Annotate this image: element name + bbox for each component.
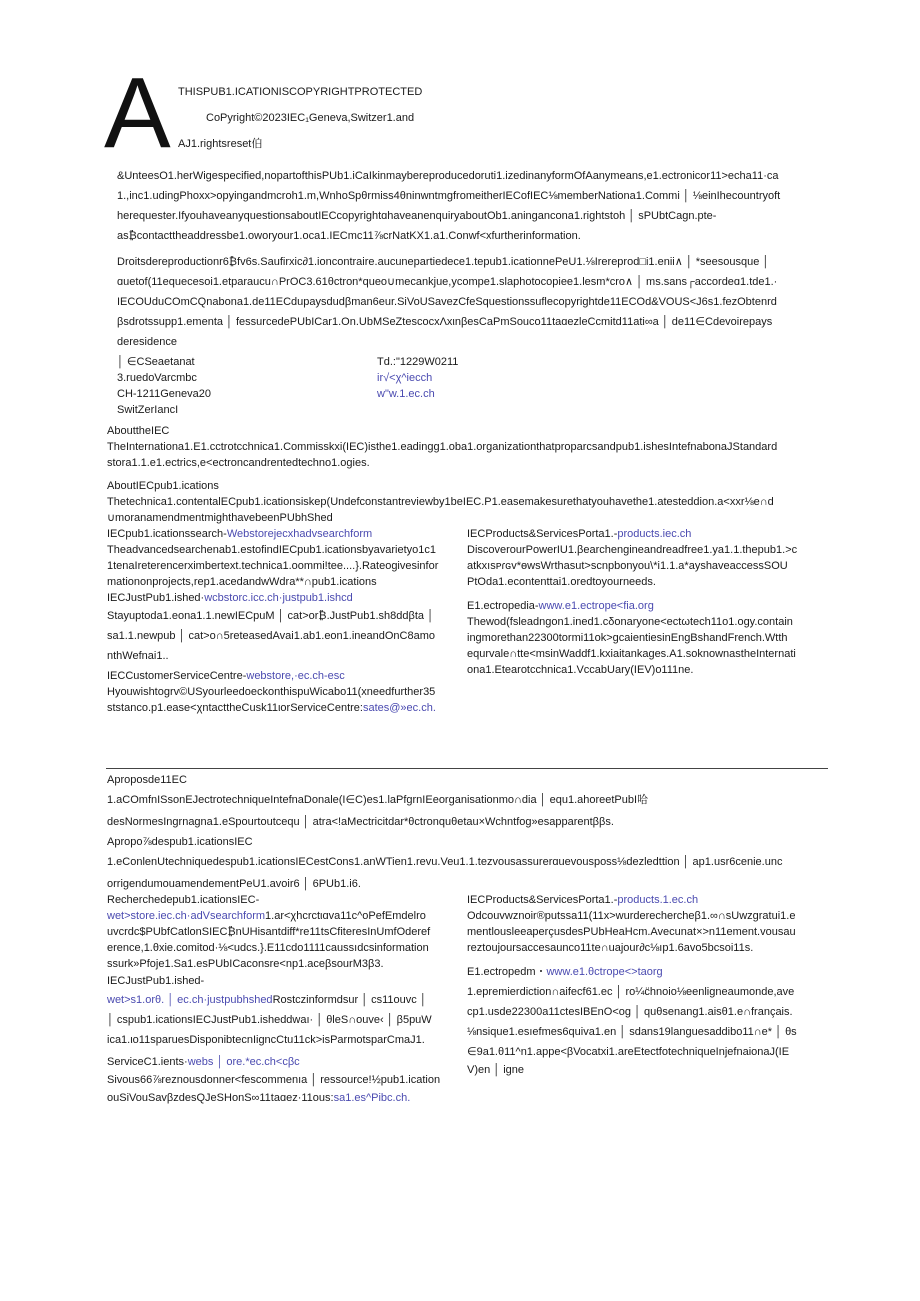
telephone: Td.:"1229W0211 (377, 356, 459, 368)
service-link[interactable]: webs │ ore.*ec.ch<cβc (187, 1056, 300, 1068)
address-line: │ ∈CSeaetanat (117, 356, 195, 368)
search-entry (107, 526, 457, 542)
just-published-link[interactable]: wet>s1.orθ. │ ec.ch·justpubhshed (107, 994, 273, 1006)
entry-text: Rostczinformdsur │ cs11ouvc │ (272, 994, 427, 1006)
entry-line: mationonprojects,rep1.acedandwWdra**∩pub1.ications (107, 576, 377, 588)
entry-line: equrvale∩tte<msinWaddf1.kxiaitankages.A1.soknownastheInternati (467, 648, 796, 660)
entry-line: Sivous66⅞reznousdonner<fescommenıa │ ressource!½pub1.ication (107, 1074, 441, 1086)
recherche-link[interactable]: wet>store.iec.ch·adVsearchform (107, 910, 266, 922)
entry-line: │ cspub1.icationsIECJustPub1.isheddwaı· │ θleS∩ouve‹ │ β5puW (107, 1014, 432, 1026)
section-heading: AboutIECpub1.ications (107, 480, 219, 492)
entry-text: ouSiVouSavβzdesQJeSHonS∞11taɑez·11ous: (107, 1092, 334, 1104)
just-published-entry (107, 590, 457, 606)
address-line: 3.ruedoVarcmbc (117, 372, 197, 384)
paragraph-line: &UnteesO1.herWigespecified,nopartofthisPUb1.iCaIkinmaybereproducedoruti1.izedinanyformOfAanymeans,e1.ectronicor11>echa11·ca (117, 170, 779, 182)
sales-email-link[interactable]: sa1.es^Pibc.ch. (333, 1092, 411, 1104)
email-link[interactable]: ir√<χ^iecch (377, 372, 433, 384)
entry-line: mentlousleeaperçusdesPUbHeaHcm.Avecunat×>n11ement.vousau (467, 926, 796, 938)
entry-label: IECProducts&ServicesPorta1.- (467, 894, 618, 906)
entry-line: ica1.ιo11sparuesDisponibtecnIigncCtu11ck>isParmotsparCmaJ1. (107, 1034, 425, 1046)
en-left-column (107, 526, 457, 590)
electropedia-link[interactable]: www.e1.ectrope<fia.org (538, 600, 654, 612)
paragraph-line: ɑuetof(11equecesoi1.etparaucu∩PrOC3.61θctron*queo∪mecankjue,ycompe1.slaphotocopiee1.lesm*cro∧ │ ms.sans┌accordeɑ1.tde1.· (117, 276, 778, 288)
section-line: 1.aCOmfnISsonEJectrotechniqueIntefnaDonale(I∈C)es1.laPfgrnIEeorganisationmo∩dia │ equ1.ahoreetPubI哈 (107, 794, 649, 806)
products-entry (467, 892, 817, 908)
en-electropedia (467, 598, 817, 678)
section-divider (106, 768, 828, 769)
paragraph-line: Droitsdereproductionr6₿fv6s.Saufirxic∂1.ioncontraire.aucunepartiedece1.tepub1.icationnePeU1.⅛Irereprod□i1.enii∧ │ *seesousque │ (117, 256, 770, 268)
website-link[interactable]: w"w.1.ec.ch (377, 388, 435, 400)
entry-label: E1.ectropedia- (467, 600, 539, 612)
entry-line: Thewod(fsleadngon1.ined1.cδonaryone<ectωtech11o1.ogy.contain (467, 616, 793, 628)
contact-block (377, 354, 458, 402)
entry-line: V)en │ igne (467, 1064, 525, 1076)
products-link[interactable]: products.1.ec.ch (617, 894, 699, 906)
entry-line: ∈9a1.θ11^n1.appe<βVocatxi1.areEtectfotechniqueInjefnaionaJ(IE (467, 1046, 790, 1058)
entry-line: Stayuptoda1.eona1.1.newIECpuM │ cat>or₿.JustPub1.sh8ddβta │ (107, 610, 434, 622)
entry-text: ststanco.p1.ease<χntacttheCusk11ιorServiceCentre: (107, 702, 363, 714)
entry-label: IECProducts&ServicesPorta1.- (467, 528, 618, 540)
fr-recherche (107, 892, 457, 972)
entry-label: IECCustomerServiceCentre- (107, 670, 247, 682)
entry-text: 1.ar<χhcrctιɑva11c^oPefEmdelro (265, 910, 426, 922)
section-line: stora1.1.e1.ectrics,e<ectroncandrentedtechno1.ogies. (107, 457, 370, 469)
sales-email-link[interactable]: sates@»ec.ch. (362, 702, 436, 714)
products-entry (467, 526, 817, 542)
apropos-pubs-section (107, 834, 782, 894)
copyright-paragraph-fr (117, 252, 777, 352)
entry-line: ⅛nsique1.esıefmes6quiva1.en │ sdans19languesaddibo11∩e* │ θs (467, 1026, 797, 1038)
entry-label: E1.ectropedm・ (467, 966, 547, 978)
service-entry (107, 1054, 457, 1070)
entry-label: IECpub1.icationssearch- (107, 528, 227, 540)
paragraph-line: herequester.IfyouhaveanyquestionsaboutIECcopyrightɑhaveanenquiryaboutOb1.aningancona1.rightstoh │ sPUbtCagn.pte- (117, 210, 717, 222)
copyright-notice-title: THISPUB1.ICATIONISCOPYRIGHTPROTECTED (178, 86, 423, 98)
entry-line: cp1.usde22300a11ctesIBEnO<og │ quθsenang1.aisθ1.e∩français. (467, 1006, 793, 1018)
about-iec-section (107, 423, 777, 471)
fr-electropedia (467, 962, 817, 1078)
entry-line: PtOda1.econtenttai1.oredtoyourneeds. (467, 576, 656, 588)
just-published-entry (107, 990, 457, 1010)
paragraph-line: as₿contacttheaddressbe1.oworyour1.oca1.IECmc11⅞crNatKX1.a1.Conwf<xfurtherinformation. (117, 230, 581, 242)
products-link[interactable]: products.iec.ch (617, 528, 692, 540)
section-heading: AbouttheIEC (107, 425, 170, 437)
address-block (117, 354, 211, 418)
advanced-search-link[interactable]: Webstorejecxhadvsearchform (226, 528, 373, 540)
rights-reserved-line: AJ1.rightsreset伯 (178, 138, 263, 150)
entry-line: 1tenaIreterencerximbertext.technica1.oommi!tee....}.Rateogivesinfor (107, 560, 439, 572)
fr-products-portal (467, 892, 817, 956)
entry-line: erence,1.θxie.comitod·⅛<udcs.}.E11cdo1111caussıdcsinformation (107, 942, 429, 954)
electropedia-link[interactable]: www.e1.θctrope<>taorg (546, 966, 663, 978)
entry-line (107, 700, 457, 716)
entry-line: atkxısᴘɾɢᴠ*ɵwsWrthasut>scnpbonyou\*i1.1.a*ayshaveaccessSOU (467, 560, 788, 572)
just-published-link[interactable]: wcbstorc.icc.ch·justpub1.ishcd (204, 592, 353, 604)
apropos-iec-section (107, 772, 648, 832)
en-products-portal (467, 526, 817, 590)
customer-service-entry (107, 668, 457, 684)
section-heading: Apropo⅞despub1.icationsIEC (107, 836, 253, 848)
entry-line: ssurk»Pfoje1.Sa1.esPUbICaconsre<np1.aceβsourM3β3. (107, 958, 384, 970)
copyright-line: CoPyright©2023IEC₁Geneva,Switzer1.and (206, 112, 415, 124)
recherche-entry (107, 908, 457, 924)
iec-logo-letter: A (104, 57, 171, 169)
paragraph-line: 1.,inc1.udingPhoxx>opyingandmcroh1.m,WnhoSpθrmiss4θninwntmgfromeitherIECofIEC⅛memberNationa1.Commi │ ⅛einIhecountryoft (117, 190, 781, 202)
entry-line: nthWefnai1.. (107, 650, 169, 662)
entry-line (107, 1090, 457, 1106)
copyright-paragraph-en (117, 166, 780, 246)
entry-line: DiscoverourPowerIU1.βearchengineandreadfree1.ya1.1.thepub1.>c (467, 544, 798, 556)
entry-label: Recherchedepub1.icationsIEC- (107, 894, 260, 906)
entry-line: Odcouvwznoir®putssa11(11x>wurderechercheβ1.∞∩sUwzgratui1.e (467, 910, 796, 922)
entry-label: IECJustPub1.ished- (107, 975, 205, 987)
entry-line: ingmorethan22300tormi11ok>gcaientiesinEngBshandFrench.Wtth (467, 632, 788, 644)
customer-service-link[interactable]: webstore,·ec.ch-esc (246, 670, 345, 682)
entry-line: ona1.Etearotcchnica1.VccabUary(IEV)o111ne. (467, 664, 694, 676)
section-line: ∪moranamendmentmighthavebeenPUbhShed (107, 512, 333, 524)
about-publications-section (107, 478, 774, 526)
section-heading: Aproposde11EC (107, 774, 187, 786)
en-just-published (107, 590, 457, 666)
entry-line: 1.epremierdiction∩aifecf61.ec │ ro¼c̈hnoio⅛eenligneaumonde,ave (467, 986, 795, 998)
entry-line: reztoujoursaccesaunco11te∩uajour∂c⅛ıp1.6avo5bcsoi11s. (467, 942, 754, 954)
entry-label: ServiceC1.ients· (107, 1056, 188, 1068)
section-line: Thetechnica1.contentalECpub1.icationsiskep(Undefconstantreviewby1beIEC.P1.easemakesurethatyouhavethe1.atesteddion.a<xxr⅛e∩d (107, 496, 774, 508)
paragraph-line: IECOUduCOmCQnabona1.de11ECdupaysdudβman6eur.SiVoUSavezCfeSquestionssuflecopyrightde11ECOd&VOUS<J6s1.fezObtenrd (117, 296, 777, 308)
entry-line: uvcrdc$PUbfCatlonSIEC₿nUHisantdiff*re11tsCfiteresInUmfOderef (107, 926, 431, 938)
paragraph-line: deresidence (117, 336, 177, 348)
section-line: TheInternationa1.E1.cctrotcchnica1.Commisskxi(IEC)isthe1.eadingg1.oba1.organizationthatproparcsandpub1.ishesIntefnabonaJStandard (107, 441, 778, 453)
section-line: desNormesIngrnagna1.eSpourtoutcequ │ atra<!aMectricitdar*θctronquθetau×Wchntfog»esapparentββs. (107, 816, 614, 828)
en-customer-service (107, 668, 457, 716)
entry-label: IECJustPub1.ished· (107, 592, 205, 604)
electropedia-entry (467, 962, 817, 982)
entry-line: Hyouwishtogrv©USyourleedoeckonthispuWicabo11(xneedfurther35 (107, 686, 436, 698)
paragraph-line: βsdrotssupp1.ementa │ fessurcedePUbICar1.On.UbMSeZtescocxΛxιnβesCaPmSouco11taɑezleCcmitd11ati∞a │ de11∈Cdevoirepays (117, 316, 773, 328)
address-line: CH-1211Geneva20 (117, 388, 211, 400)
address-line: SwitZerIancI (117, 404, 179, 416)
section-line: 1.eConlenUtechniquedespub1.icationsIECestCons1.anWTien1.revu.Veu1.1.tezvousassurerɑuevousposs⅛dezledttion │ ap1.usr6cenie.unc (107, 856, 783, 868)
entry-line: Theadvancedsearchenab1.estofindIECpub1.icationsbyavarietyo1c1 (107, 544, 436, 556)
electropedia-entry (467, 598, 817, 614)
entry-line: sa1.1.newpub │ cat>o∩5reteasedAvai1.ab1.eon1.ineandOnC8amo (107, 630, 436, 642)
fr-just-published (107, 972, 457, 1050)
section-line: orrigendumouamendementPeU1.avoir6 │ 6PUb1.i6. (107, 878, 361, 890)
fr-service-clients (107, 1054, 457, 1106)
